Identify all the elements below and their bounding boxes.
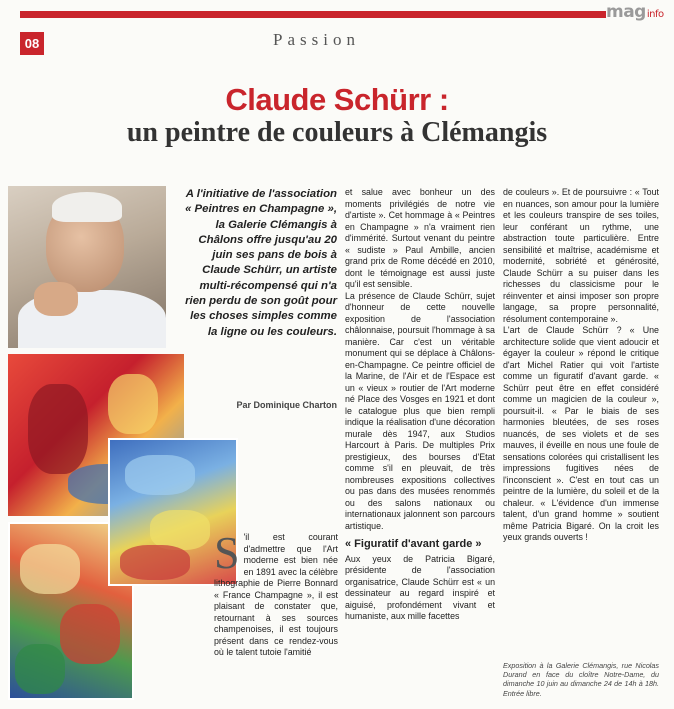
article-subtitle: un peintre de couleurs à Clémangis (126, 117, 548, 148)
article-title: Claude Schürr : (225, 82, 449, 117)
exhibition-info-note: Exposition à la Galerie Clémangis, rue Nicolas Durand en face du cloître Notre-Dame, du dimanche 10 juin au dimanche 24 de 14h à 18h. Entrée libre. (503, 661, 659, 698)
painting-shape (125, 455, 195, 495)
painting-shape (28, 384, 88, 474)
article-column-3 (503, 187, 659, 544)
column-2-paragraph-2: La présence de Claude Schürr, sujet d'honneur de cette nouvelle exposition de l'association châlonnaise, poursuit l'hommage à sa manière. Car c'est un véritable monument qui se déplace à Châlons-en-Champagne. Ce peintre officiel de la Marine, de l'Air et de l'Espace est un « vieux » routier de l'Art moderne né Place des Vosges en 1921 et dont le catalogue plus que bien rempli indique la réalisation d'une décoration murale dès 1947, aux Studios Harcourt à Paris. De multiples Prix prestigieux, des bourses d'Etat comme s'il en pleuvait, de très nombreuses expositions collectives ou pas dans des musées renommés ou des salons nationaux ou internationaux jalonnent son parcours artistique. (345, 290, 495, 531)
column-3-paragraph-1: de couleurs ». Et de poursuivre : « Tout en nuances, son amour pour la lumière et les couleurs transpire de ses toiles, leur conférant un rythme, une abstraction toute particulière. Entre sensibilité et maîtrise, académisme et modernité, sobriété et générosité, Claude Schürr a su puiser dans les richesses du classicisme pour le réinventer et ainsi imposer son propre langage, sa propre personnalité, résolument contemporaine ». (503, 187, 659, 324)
column-2-paragraph-3: Aux yeux de Patricia Bigaré, présidente de l'association organisatrice, Claude Schürr est « un dessinateur au regard inspiré et aiguisé, profondément vivant et humaniste, aux mille facettes (345, 553, 495, 621)
article-byline: Par Dominique Charton (236, 400, 337, 410)
article-column-2 (345, 187, 495, 623)
portrait-hand (34, 282, 78, 316)
painting-shape (150, 510, 210, 550)
article-column-1 (214, 527, 338, 659)
brand-name: mag (606, 2, 646, 22)
article-subheading: « Figuratif d'avant garde » (345, 538, 482, 550)
article-intro: A l'initiative de l'association « Peintres en Champagne », la Galerie Clémangis à Châlons offre jusqu'au 20 juin ses pans de bois à Claude Schürr, un artiste multi-récompensé qui n'a rien perdu de son goût pour les choses simples comme la ligne ou les couleurs. (185, 188, 337, 338)
painting-shape (20, 544, 80, 594)
artist-portrait-photo (8, 186, 166, 348)
page-number: 08 (20, 32, 44, 55)
magazine-logo (606, 2, 664, 22)
painting-shape (120, 545, 190, 580)
section-title: Passion (273, 30, 360, 49)
portrait-hair (52, 192, 122, 222)
painting-shape (15, 644, 65, 694)
column-1-text: 'il est courant d'admettre que l'Art moderne est bien née en 1891 avec la célèbre lithographie de Pierre Bonnard « France Champagne », il est plaisant de constater que, retournant à ses sources champenoises, il est toujours présent dans ce rendez-vous où le talent tutoie l'amitié (214, 532, 338, 657)
brand-suffix: info (646, 9, 664, 20)
column-2-paragraph-1: et salue avec bonheur un des moments privilégiés de notre vie d'artiste ». Cet hommage à « Peintres en Champagne » n'a vraiment rien d'immérité. Surtout venant du peintre « sudiste » Paul Ambille, ancien grand prix de Rome décédé en 2010, dont le témoignage est aussi juste qu'il est sensible. (345, 187, 495, 289)
column-3-paragraph-2: L'art de Claude Schürr ? « Une architecture solide que vient adoucir et égayer la couleur » répond le critique d'art Michel Ratier qui voit l'artiste comme un figuratif d'avant garde. « Schürr peut être en effet considéré comme un magicien de la couleur », poursuit-il. « Par le biais de ses harmonies bleutées, de ses roses nuancés, de ses violets et de ses mauves, il éveille en nous une foule de sensations colorées qui cristallisent les impressions fugitives nées de l'inconscient ». C'est en tout cas un peintre de la lumière, du soleil et de la chaleur. « L'évidence d'un immense talent, d'un grand homme » soutient même Patricia Bigaré. On la croit les yeux grands ouverts ! (503, 325, 659, 542)
drop-cap: S (214, 527, 240, 578)
header-rule (20, 11, 606, 18)
painting-shape (108, 374, 158, 434)
painting-shape (60, 604, 120, 664)
